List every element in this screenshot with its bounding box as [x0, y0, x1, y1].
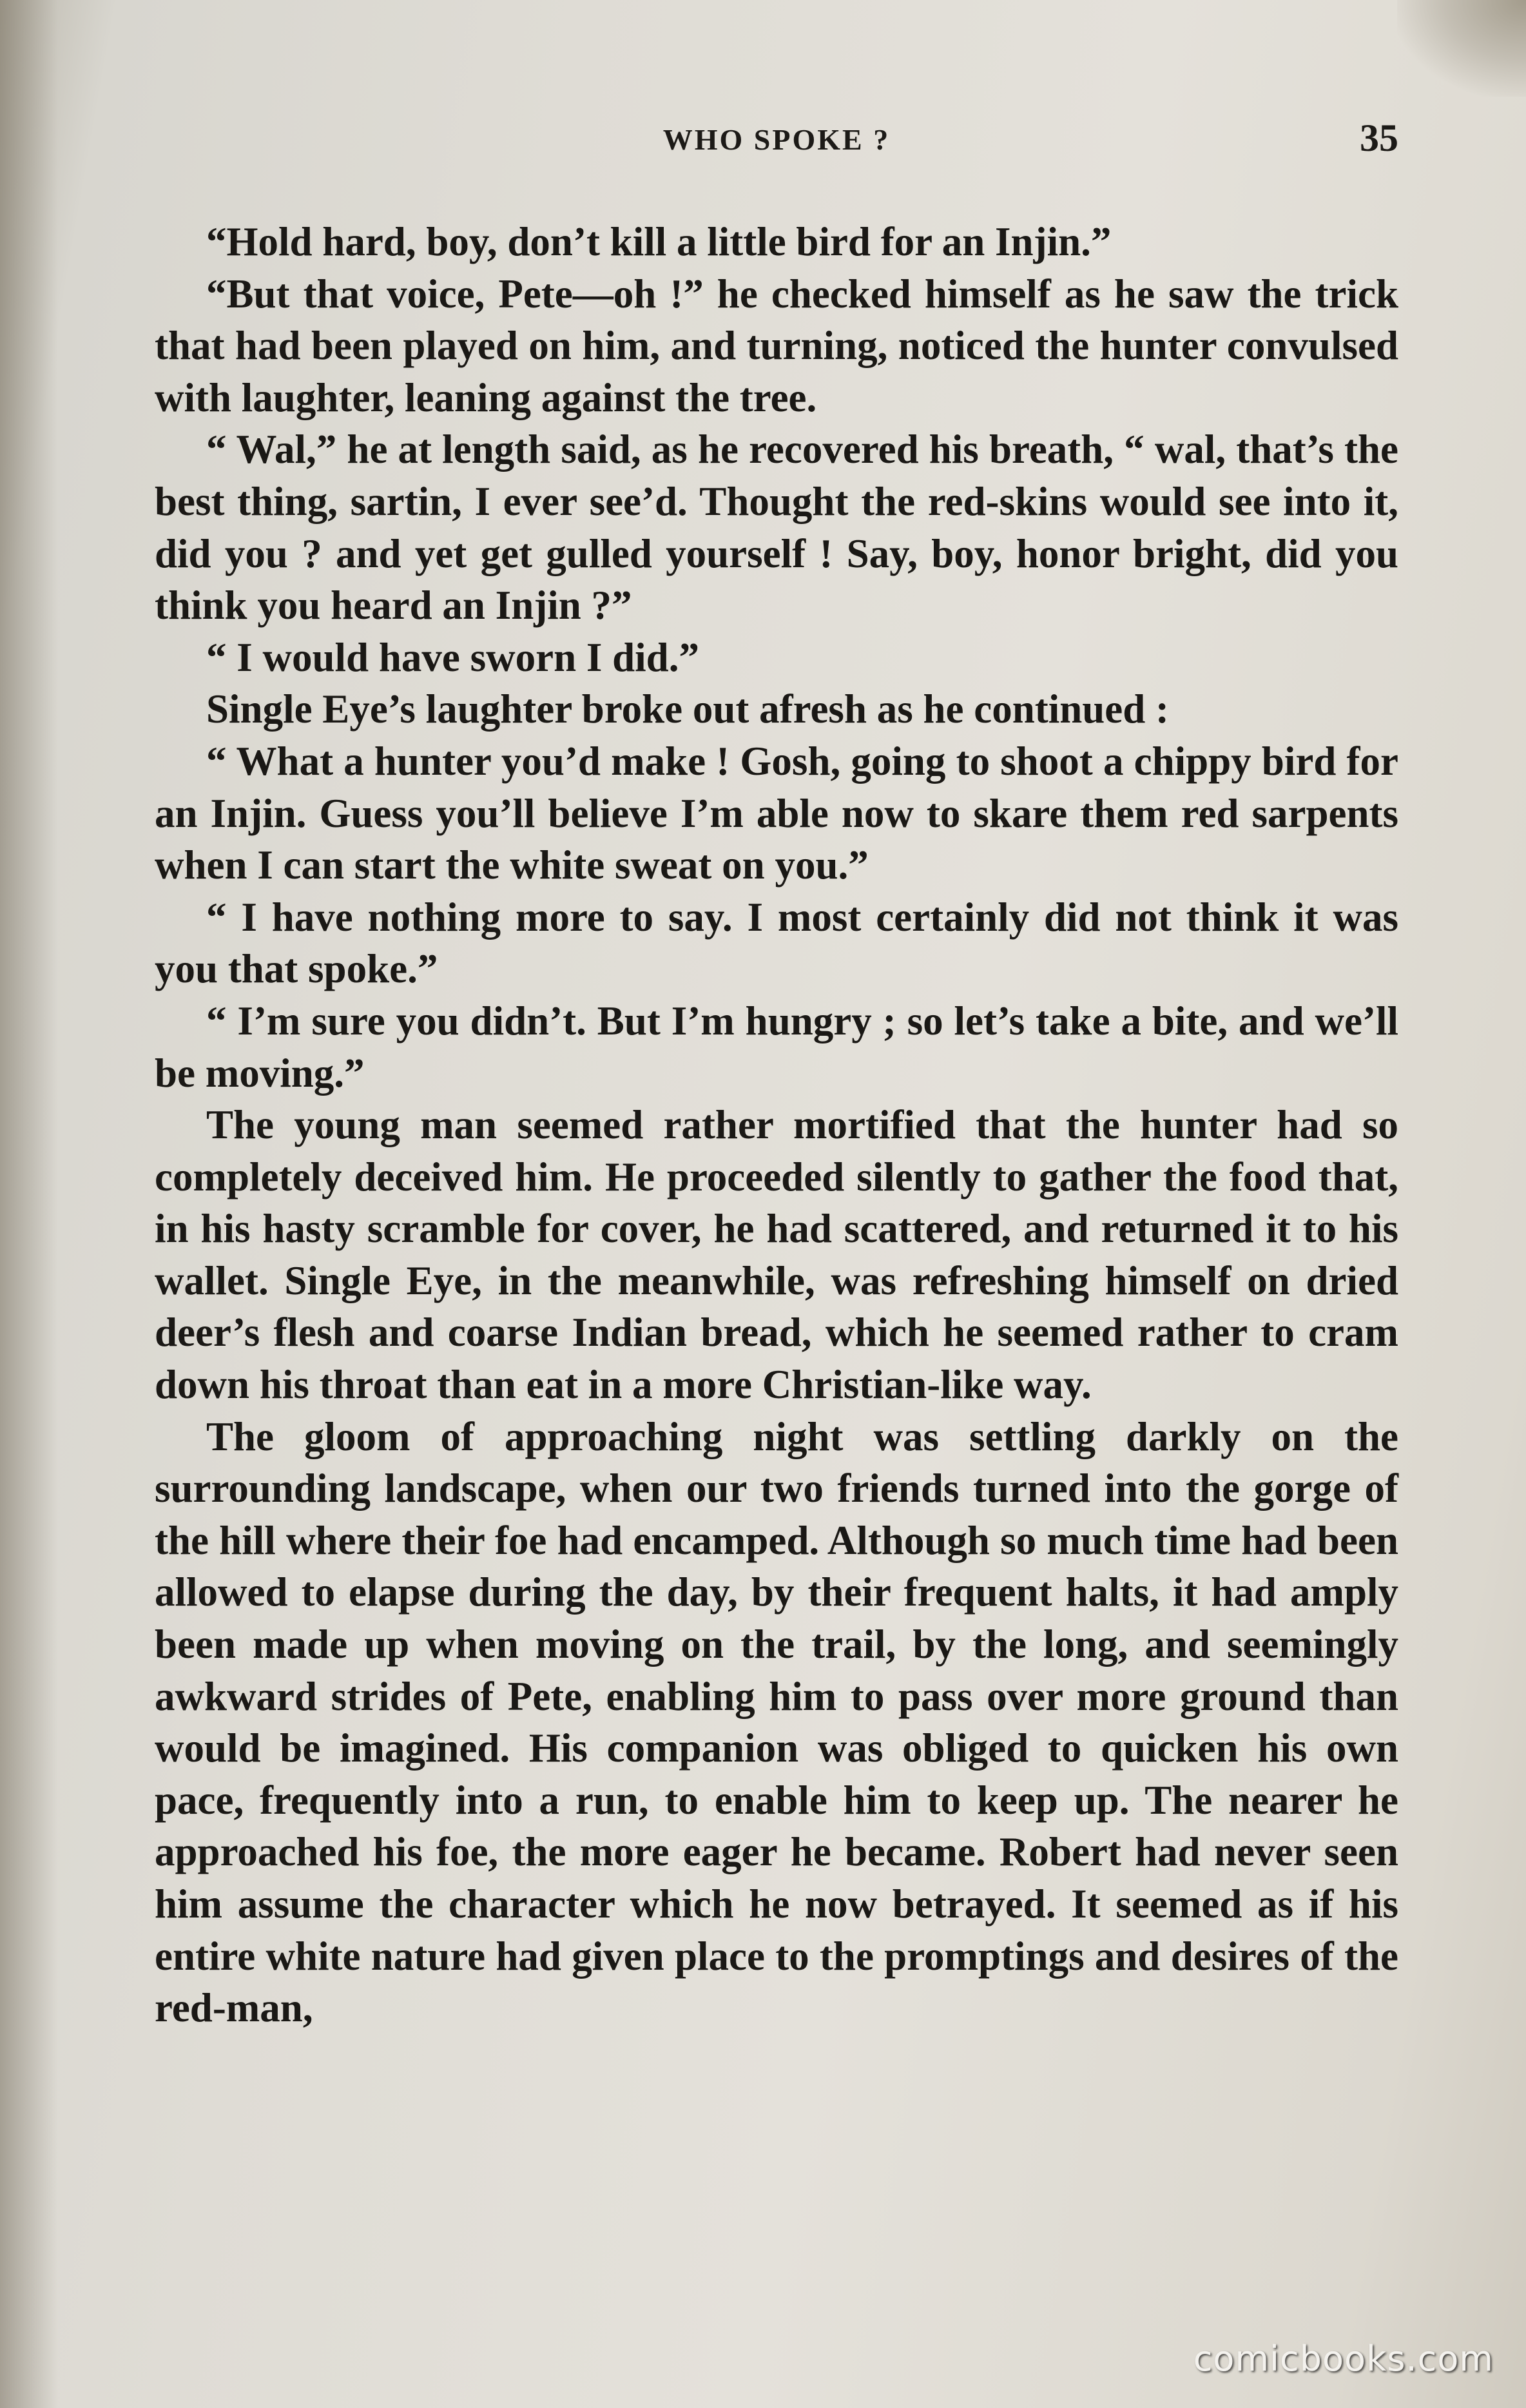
- paragraph: “ What a hunter you’d make ! Gosh, going to shoot a chippy bird for an Injin. Guess you’ll believe I’m able now to skare them red sarpents when I can start the white sweat on you.”: [155, 738, 1398, 888]
- paragraph: Single Eye’s laughter broke out afresh as he continued :: [206, 686, 1170, 732]
- paragraph: “ I would have sworn I did.”: [206, 634, 699, 680]
- paragraph: The young man seemed rather mortified that the hunter had so completely deceived him. He proceeded silently to gather the food that, in his hasty scramble for cover, he had scattered, and returned it to his wallet. Single Eye, in the meanwhile, was refreshing himself on dried deer’s flesh and coarse Indian bread, which he seemed rather to cram down his throat than eat in a more Christian-like way.: [155, 1102, 1398, 1408]
- paragraph: “ Wal,” he at length said, as he recovered his breath, “ wal, that’s the best thing, sartin, I ever see’d. Thought the red-skins would see into it, did you ? and yet get gulled yourself ! Say, boy, honor bright, did you think you heard an Injin ?”: [155, 427, 1398, 628]
- page-header: [155, 116, 1398, 168]
- page-corner-wear: [1397, 0, 1526, 97]
- paragraph: “ I’m sure you didn’t. But I’m hungry ; so let’s take a bite, and we’ll be moving.”: [155, 998, 1398, 1096]
- paragraph: “But that voice, Pete—oh !” he checked himself as he saw the trick that had been played on him, and turning, noticed the hunter convulsed with laughter, leaning against the tree.: [155, 271, 1398, 420]
- paragraph: The gloom of approaching night was settling darkly on the surrounding landscape, when our two friends turned into the gorge of the hill where their foe had encamped. Although so much time had been allowed to elapse during the day, by their frequent halts, it had amply been made up when moving on the trail, by the long, and seemingly awkward strides of Pete, enabling him to pass over more ground than would be imagined. His companion was obliged to quicken his own pace, frequently into a run, to enable him to keep up. The nearer he approached his foe, the more eager he became. Robert had never seen him assume the character which he now betrayed. It seemed as if his entire white nature had given place to the promptings and desires of the red-man,: [155, 1413, 1398, 2031]
- binding-shadow: [0, 0, 58, 2408]
- paragraph: “ I have nothing more to say. I most certainly did not think it was you that spoke.”: [155, 894, 1398, 992]
- watermark: comicbooks.com: [1193, 2338, 1494, 2379]
- running-head: WHO SPOKE ?: [662, 123, 891, 156]
- paragraph: “Hold hard, boy, don’t kill a little bird for an Injin.”: [206, 219, 1112, 264]
- page-number: 35: [1360, 117, 1398, 159]
- body-text: [155, 216, 1398, 2034]
